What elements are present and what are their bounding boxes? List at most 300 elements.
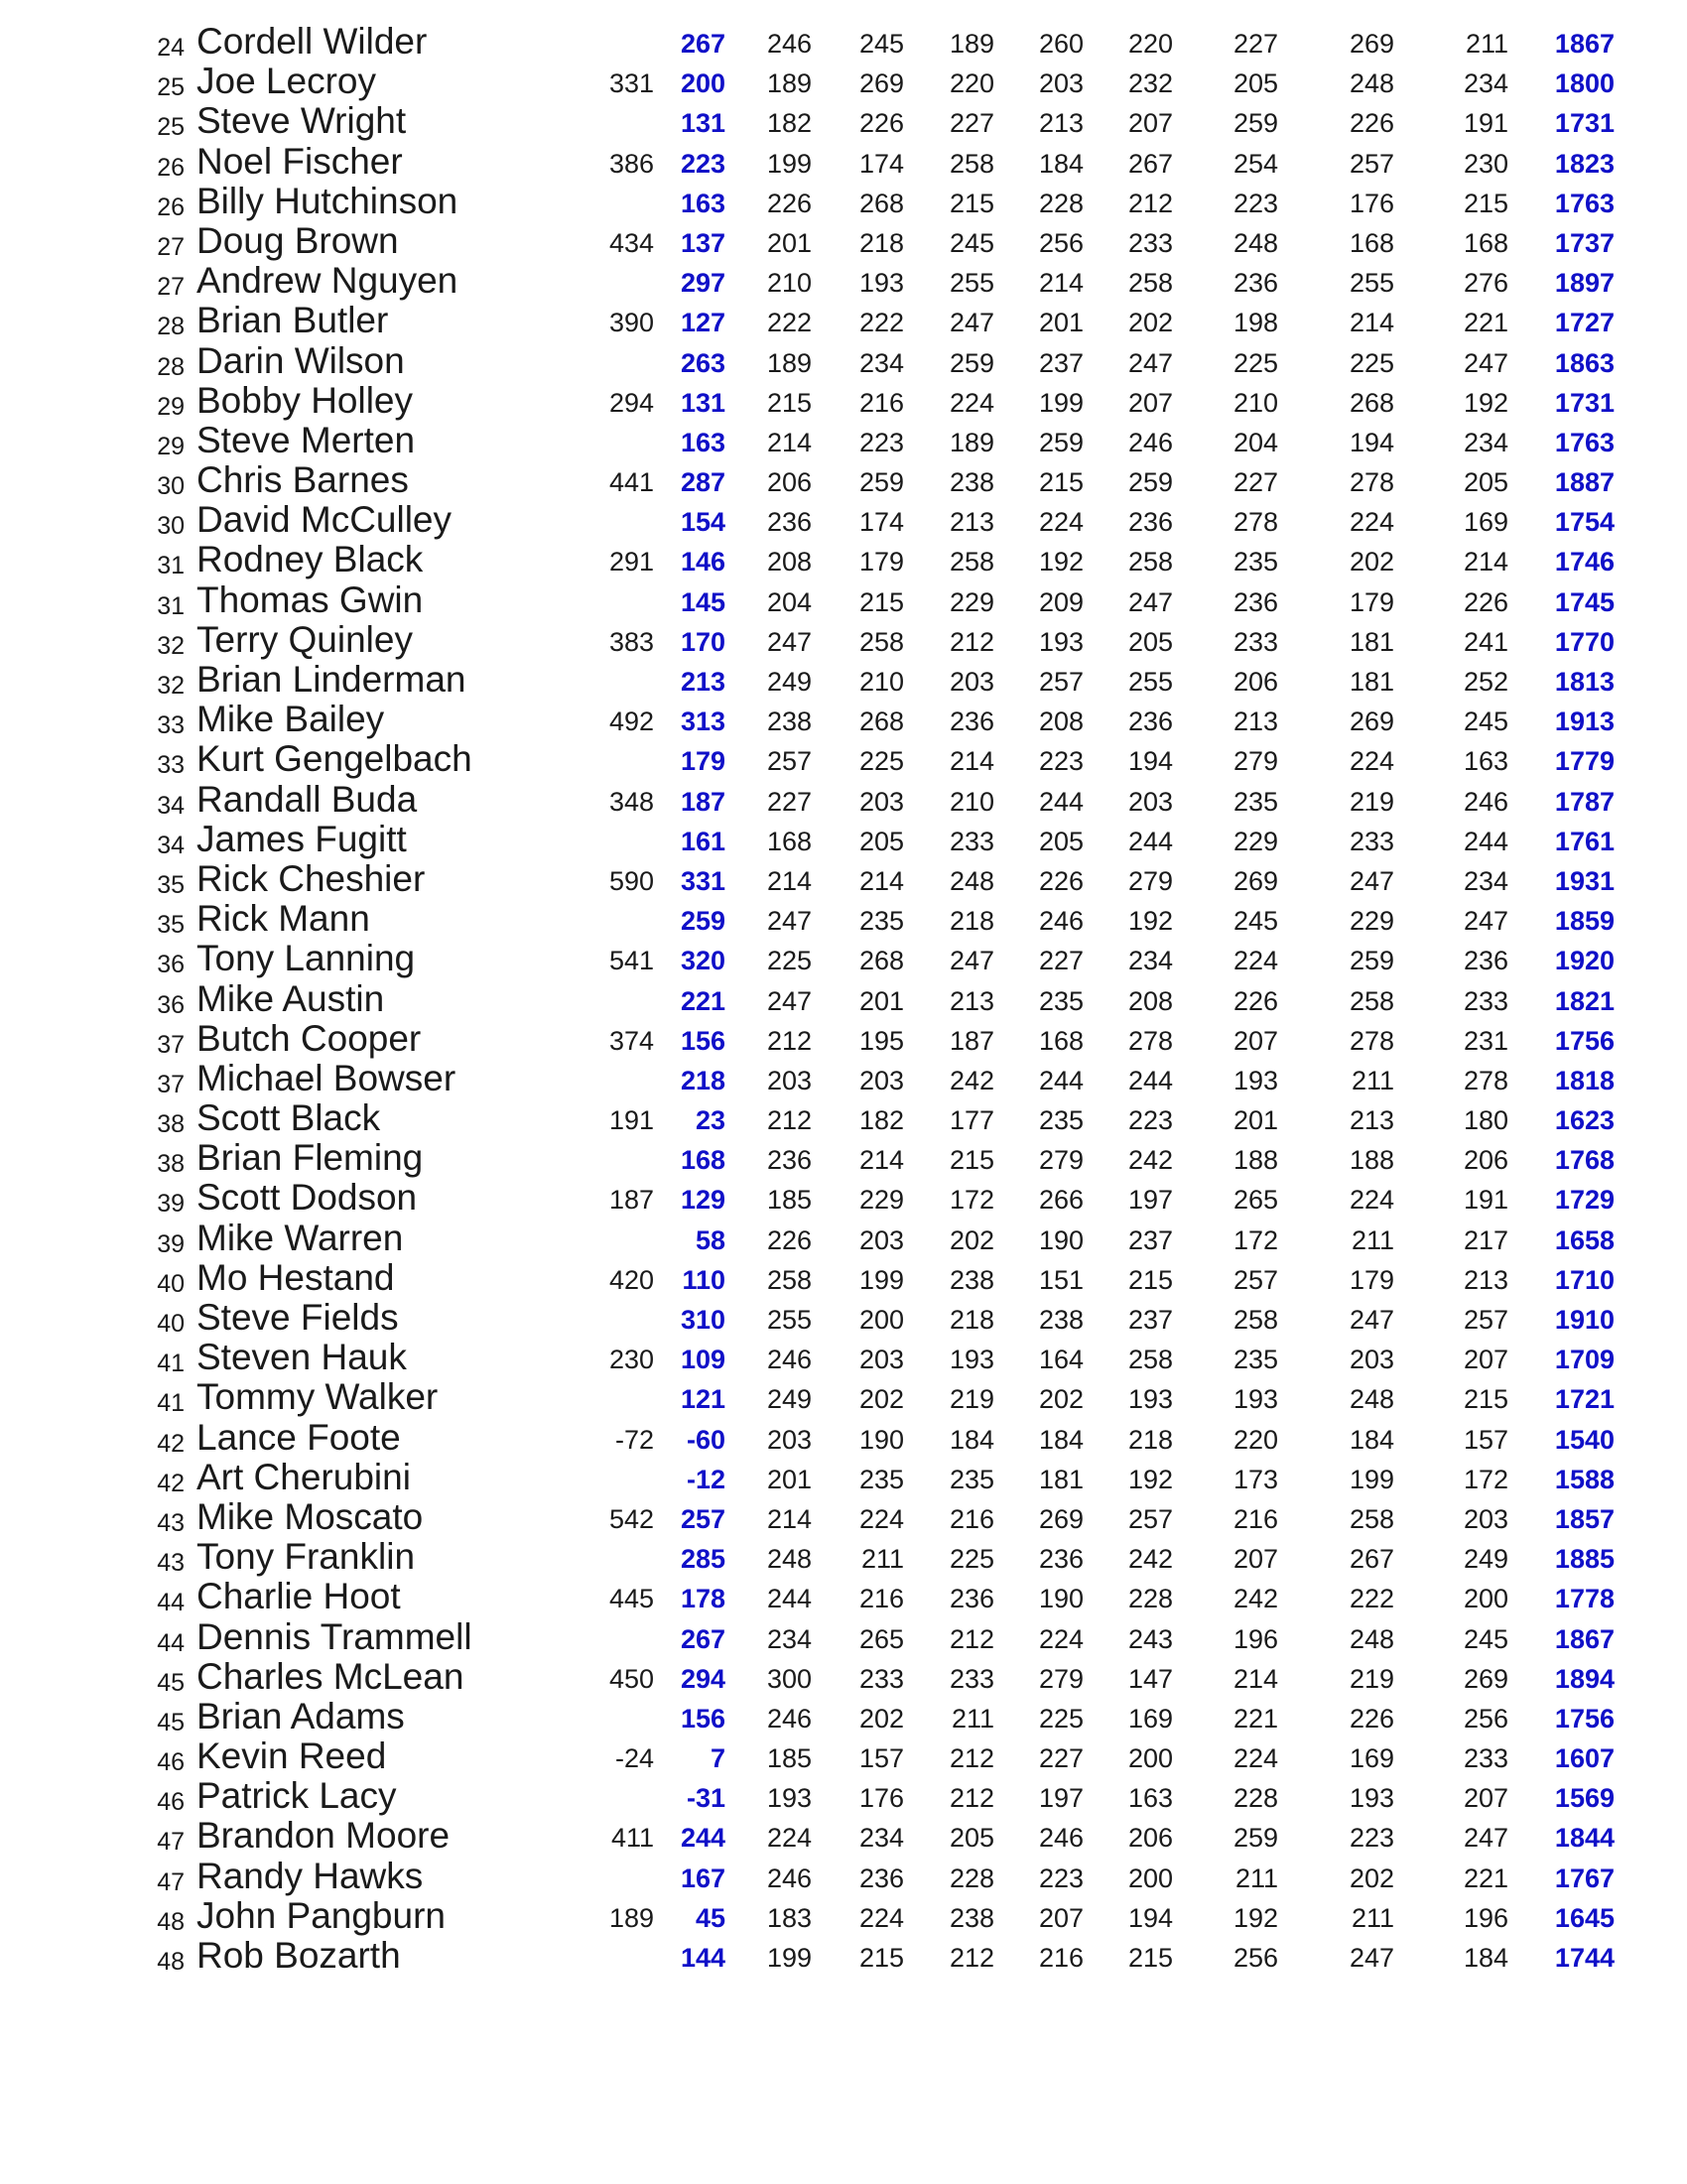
game-score-cell: 225: [949, 1544, 994, 1575]
table-row: [0, 659, 1687, 702]
table-row: [0, 738, 1687, 781]
game-score-cell: 258: [1349, 985, 1394, 1016]
game-score-cell: 244: [1463, 826, 1508, 856]
game-score-cell: 244: [1127, 1065, 1173, 1095]
game-score-cell: 229: [1233, 826, 1278, 856]
game-score-cell: 247: [1463, 347, 1508, 378]
game-score-cell: 211: [860, 1544, 904, 1575]
game-score-cell: 246: [1127, 427, 1173, 457]
game-score-cell: 267: [1349, 1544, 1394, 1575]
bowler-name: Rick Mann: [196, 898, 370, 940]
game-score-cell: 190: [1038, 1584, 1084, 1614]
game-score-cell: 222: [1349, 1584, 1394, 1614]
rank-cell: 39: [157, 1229, 185, 1258]
game-score-cell: 206: [1463, 1145, 1508, 1176]
bowler-name: Brian Butler: [196, 300, 389, 341]
game-score-cell: 236: [1127, 707, 1173, 737]
game-score-cell: 211: [951, 1703, 994, 1734]
game-score-cell: 233: [1463, 1743, 1508, 1774]
total-score-cell: 1746: [1554, 547, 1615, 578]
game-score-cell: 227: [949, 108, 994, 139]
total-score-cell: 1920: [1554, 946, 1615, 976]
total-score-cell: 1800: [1554, 68, 1615, 99]
game-score-cell: 235: [1038, 1105, 1084, 1136]
table-row: [0, 1775, 1687, 1818]
bowler-name: Billy Hutchinson: [196, 180, 458, 221]
highlight-score-cell: 129: [680, 1185, 725, 1216]
game-score-cell: 245: [949, 227, 994, 258]
table-row: [0, 339, 1687, 383]
game-score-cell: 252: [1463, 667, 1508, 697]
rank-cell: 38: [157, 1150, 185, 1179]
game-score-cell: 223: [1038, 746, 1084, 777]
total-score-cell: 1763: [1554, 427, 1615, 457]
total-score-cell: 1863: [1554, 347, 1615, 378]
game-score-cell: 254: [1233, 148, 1278, 179]
game-score-cell: 225: [766, 946, 812, 976]
total-score-cell: 1727: [1554, 308, 1615, 338]
table-row: [0, 1655, 1687, 1699]
bowler-name: David McCulley: [196, 499, 453, 541]
game-score-cell: 248: [1349, 68, 1394, 99]
game-score-cell: 216: [1233, 1503, 1278, 1534]
game-score-cell: 227: [1038, 946, 1084, 976]
highlight-score-cell: 294: [680, 1663, 725, 1694]
game-score-cell: 180: [1463, 1105, 1508, 1136]
game-score-cell: 207: [1038, 1902, 1084, 1933]
game-score-cell: 269: [1463, 1663, 1508, 1694]
table-row: [0, 1735, 1687, 1778]
bowler-name: Mike Austin: [196, 977, 385, 1019]
game-score-cell: 237: [1038, 347, 1084, 378]
game-score-cell: 237: [1127, 1224, 1173, 1255]
total-score-cell: 1821: [1554, 985, 1615, 1016]
game-score-cell: 203: [766, 1065, 812, 1095]
game-score-cell: 211: [1234, 1863, 1278, 1893]
highlight-score-cell: -60: [686, 1424, 725, 1455]
game-score-cell: 243: [1127, 1623, 1173, 1654]
game-score-cell: 230: [1463, 148, 1508, 179]
game-score-cell: 267: [1127, 148, 1173, 179]
game-score-cell: 190: [858, 1424, 904, 1455]
game-score-cell: 236: [1463, 946, 1508, 976]
total-score-cell: 1867: [1554, 29, 1615, 59]
rank-cell: 36: [157, 951, 185, 979]
table-row: [0, 260, 1687, 303]
game-score-cell: 220: [1233, 1424, 1278, 1455]
game-score-cell: 216: [858, 387, 904, 418]
game-score-cell: 212: [766, 1025, 812, 1056]
game-score-cell: 255: [1127, 667, 1173, 697]
game-score-cell: 201: [1233, 1105, 1278, 1136]
game-score-cell: 199: [766, 148, 812, 179]
game-score-cell: 259: [949, 347, 994, 378]
team-score-cell: 187: [608, 1185, 654, 1216]
game-score-cell: 258: [949, 547, 994, 578]
bowler-name: Rob Bozarth: [196, 1935, 401, 1976]
game-score-cell: 215: [1038, 467, 1084, 498]
game-score-cell: 169: [1127, 1703, 1173, 1734]
game-score-cell: 269: [858, 68, 904, 99]
rank-cell: 35: [157, 911, 185, 940]
game-score-cell: 234: [858, 347, 904, 378]
highlight-score-cell: 200: [680, 68, 725, 99]
game-score-cell: 214: [766, 865, 812, 896]
game-score-cell: 226: [766, 1224, 812, 1255]
rank-cell: 31: [157, 552, 185, 580]
game-score-cell: 205: [1463, 467, 1508, 498]
game-score-cell: 187: [949, 1025, 994, 1056]
total-score-cell: 1761: [1554, 826, 1615, 856]
game-score-cell: 214: [949, 746, 994, 777]
game-score-cell: 248: [1349, 1623, 1394, 1654]
game-score-cell: 179: [1349, 586, 1394, 617]
game-score-cell: 223: [858, 427, 904, 457]
rank-cell: 48: [157, 1907, 185, 1936]
game-score-cell: 208: [1038, 707, 1084, 737]
game-score-cell: 224: [1038, 507, 1084, 538]
table-row: [0, 61, 1687, 103]
bowler-name: Art Cherubini: [196, 1456, 411, 1497]
game-score-cell: 242: [949, 1065, 994, 1095]
game-score-cell: 202: [1349, 1863, 1394, 1893]
game-score-cell: 202: [1127, 308, 1173, 338]
game-score-cell: 214: [858, 865, 904, 896]
game-score-cell: 198: [1233, 308, 1278, 338]
game-score-cell: 194: [1127, 1902, 1173, 1933]
team-score-cell: 420: [608, 1264, 654, 1295]
game-score-cell: 204: [1233, 427, 1278, 457]
game-score-cell: 218: [858, 227, 904, 258]
game-score-cell: 228: [1038, 188, 1084, 218]
bowler-name: Steve Merten: [196, 419, 416, 460]
game-score-cell: 234: [766, 1623, 812, 1654]
highlight-score-cell: 313: [680, 707, 725, 737]
game-score-cell: 247: [949, 946, 994, 976]
game-score-cell: 234: [858, 1823, 904, 1854]
game-score-cell: 179: [1349, 1264, 1394, 1295]
game-score-cell: 245: [1233, 906, 1278, 937]
game-score-cell: 214: [1038, 268, 1084, 299]
game-score-cell: 236: [1233, 586, 1278, 617]
game-score-cell: 213: [1349, 1105, 1394, 1136]
game-score-cell: 233: [949, 1663, 994, 1694]
rank-cell: 43: [157, 1549, 185, 1578]
game-score-cell: 259: [1038, 427, 1084, 457]
game-score-cell: 188: [1233, 1145, 1278, 1176]
total-score-cell: 1756: [1554, 1025, 1615, 1056]
game-score-cell: 248: [1233, 227, 1278, 258]
game-score-cell: 219: [1349, 1663, 1394, 1694]
game-score-cell: 212: [949, 1743, 994, 1774]
game-score-cell: 224: [766, 1823, 812, 1854]
game-score-cell: 235: [858, 1464, 904, 1494]
game-score-cell: 247: [766, 985, 812, 1016]
total-score-cell: 1897: [1554, 268, 1615, 299]
game-score-cell: 258: [858, 626, 904, 657]
table-row: [0, 1456, 1687, 1499]
bowler-name: John Pangburn: [196, 1894, 446, 1936]
game-score-cell: 184: [949, 1424, 994, 1455]
rank-cell: 47: [157, 1828, 185, 1857]
game-score-cell: 279: [1038, 1145, 1084, 1176]
table-row: [0, 180, 1687, 223]
game-score-cell: 247: [1127, 347, 1173, 378]
game-score-cell: 205: [1038, 826, 1084, 856]
game-score-cell: 214: [1463, 547, 1508, 578]
highlight-score-cell: 297: [680, 268, 725, 299]
game-score-cell: 222: [858, 308, 904, 338]
table-row: [0, 778, 1687, 822]
game-score-cell: 223: [1349, 1823, 1394, 1854]
rank-cell: 45: [157, 1668, 185, 1697]
rank-cell: 38: [157, 1110, 185, 1139]
table-row: [0, 1297, 1687, 1340]
total-score-cell: 1859: [1554, 906, 1615, 937]
table-row: [0, 1137, 1687, 1180]
game-score-cell: 248: [949, 865, 994, 896]
game-score-cell: 220: [1127, 29, 1173, 59]
game-score-cell: 249: [766, 667, 812, 697]
team-score-cell: 542: [608, 1503, 654, 1534]
game-score-cell: 195: [858, 1025, 904, 1056]
total-score-cell: 1709: [1554, 1345, 1615, 1375]
game-score-cell: 169: [1463, 507, 1508, 538]
rank-cell: 34: [157, 791, 185, 820]
game-score-cell: 260: [1038, 29, 1084, 59]
game-score-cell: 224: [858, 1902, 904, 1933]
table-row: [0, 1256, 1687, 1300]
total-score-cell: 1813: [1554, 667, 1615, 697]
game-score-cell: 203: [858, 786, 904, 817]
rank-cell: 46: [157, 1788, 185, 1817]
rank-cell: 45: [157, 1708, 185, 1736]
rank-cell: 25: [157, 113, 185, 142]
game-score-cell: 238: [949, 467, 994, 498]
highlight-score-cell: 156: [680, 1025, 725, 1056]
team-score-cell: 590: [608, 865, 654, 896]
game-score-cell: 203: [858, 1345, 904, 1375]
team-score-cell: 294: [608, 387, 654, 418]
game-score-cell: 214: [1233, 1663, 1278, 1694]
game-score-cell: 203: [1127, 786, 1173, 817]
total-score-cell: 1645: [1554, 1902, 1615, 1933]
game-score-cell: 246: [1038, 1823, 1084, 1854]
team-score-cell: 291: [608, 547, 654, 578]
bowler-name: Darin Wilson: [196, 339, 405, 381]
game-score-cell: 234: [1463, 427, 1508, 457]
game-score-cell: 257: [1233, 1264, 1278, 1295]
game-score-cell: 215: [1463, 188, 1508, 218]
highlight-score-cell: 7: [710, 1743, 725, 1774]
game-score-cell: 236: [766, 507, 812, 538]
game-score-cell: 228: [1127, 1584, 1173, 1614]
game-score-cell: 258: [766, 1264, 812, 1295]
game-score-cell: 182: [858, 1105, 904, 1136]
rank-cell: 25: [157, 73, 185, 102]
game-score-cell: 234: [1463, 865, 1508, 896]
game-score-cell: 216: [1038, 1943, 1084, 1973]
game-score-cell: 218: [1127, 1424, 1173, 1455]
game-score-cell: 241: [1463, 626, 1508, 657]
game-score-cell: 212: [949, 1783, 994, 1814]
rank-cell: 28: [157, 352, 185, 381]
game-score-cell: 223: [1233, 188, 1278, 218]
total-score-cell: 1710: [1554, 1264, 1615, 1295]
game-score-cell: 245: [858, 29, 904, 59]
game-score-cell: 246: [1038, 906, 1084, 937]
table-row: [0, 1217, 1687, 1260]
game-score-cell: 193: [1349, 1783, 1394, 1814]
total-score-cell: 1731: [1554, 108, 1615, 139]
game-score-cell: 157: [1463, 1424, 1508, 1455]
game-score-cell: 236: [766, 1145, 812, 1176]
game-score-cell: 216: [858, 1584, 904, 1614]
highlight-score-cell: -12: [686, 1464, 725, 1494]
game-score-cell: 203: [1038, 68, 1084, 99]
table-row: [0, 1057, 1687, 1100]
total-score-cell: 1767: [1554, 1863, 1615, 1893]
game-score-cell: 244: [1038, 786, 1084, 817]
table-row: [0, 699, 1687, 741]
total-score-cell: 1779: [1554, 746, 1615, 777]
game-score-cell: 242: [1127, 1145, 1173, 1176]
highlight-score-cell: -31: [686, 1783, 725, 1814]
table-row: [0, 938, 1687, 980]
game-score-cell: 214: [858, 1145, 904, 1176]
rank-cell: 28: [157, 313, 185, 341]
game-score-cell: 192: [1463, 387, 1508, 418]
game-score-cell: 265: [1233, 1185, 1278, 1216]
table-row: [0, 1855, 1687, 1898]
game-score-cell: 244: [1127, 826, 1173, 856]
game-score-cell: 226: [1349, 108, 1394, 139]
bowler-name: Chris Barnes: [196, 459, 409, 501]
table-row: [0, 1576, 1687, 1618]
game-score-cell: 259: [1349, 946, 1394, 976]
bowler-name: Bobby Holley: [196, 379, 414, 421]
game-score-cell: 211: [1351, 1902, 1394, 1933]
table-row: [0, 1495, 1687, 1539]
bowler-name: Kurt Gengelbach: [196, 738, 472, 780]
game-score-cell: 229: [1349, 906, 1394, 937]
highlight-score-cell: 263: [680, 347, 725, 378]
bowler-name: Doug Brown: [196, 219, 399, 261]
bowler-name: Mo Hestand: [196, 1256, 395, 1298]
game-score-cell: 189: [766, 68, 812, 99]
rank-cell: 26: [157, 193, 185, 221]
highlight-score-cell: 167: [680, 1863, 725, 1893]
rank-cell: 27: [157, 232, 185, 261]
table-row: [0, 1097, 1687, 1140]
game-score-cell: 214: [766, 427, 812, 457]
bowler-name: Thomas Gwin: [196, 578, 424, 620]
highlight-score-cell: 109: [680, 1345, 725, 1375]
game-score-cell: 249: [766, 1384, 812, 1415]
game-score-cell: 151: [1038, 1264, 1084, 1295]
rank-cell: 30: [157, 512, 185, 541]
game-score-cell: 228: [1233, 1783, 1278, 1814]
game-score-cell: 213: [949, 507, 994, 538]
game-score-cell: 213: [949, 985, 994, 1016]
game-score-cell: 238: [949, 1902, 994, 1933]
table-row: [0, 1695, 1687, 1738]
rank-cell: 24: [157, 34, 185, 62]
bowler-name: Tommy Walker: [196, 1376, 439, 1418]
rank-cell: 37: [157, 1070, 185, 1098]
table-row: [0, 1536, 1687, 1579]
game-score-cell: 231: [1463, 1025, 1508, 1056]
game-score-cell: 209: [1038, 586, 1084, 617]
game-score-cell: 207: [1463, 1345, 1508, 1375]
table-row: [0, 219, 1687, 263]
team-score-cell: 390: [608, 308, 654, 338]
game-score-cell: 174: [858, 148, 904, 179]
game-score-cell: 172: [1233, 1224, 1278, 1255]
game-score-cell: 200: [858, 1305, 904, 1335]
table-row: [0, 539, 1687, 581]
rank-cell: 44: [157, 1628, 185, 1657]
highlight-score-cell: 223: [680, 148, 725, 179]
game-score-cell: 244: [1038, 1065, 1084, 1095]
total-score-cell: 1658: [1554, 1224, 1615, 1255]
game-score-cell: 268: [858, 188, 904, 218]
team-score-cell: 541: [608, 946, 654, 976]
game-score-cell: 224: [1038, 1623, 1084, 1654]
game-score-cell: 276: [1463, 268, 1508, 299]
game-score-cell: 192: [1127, 1464, 1173, 1494]
game-score-cell: 259: [858, 467, 904, 498]
game-score-cell: 181: [1349, 626, 1394, 657]
game-score-cell: 235: [949, 1464, 994, 1494]
game-score-cell: 177: [949, 1105, 994, 1136]
bowler-name: Mike Warren: [196, 1217, 404, 1258]
rank-cell: 41: [157, 1349, 185, 1378]
team-score-cell: 434: [608, 227, 654, 258]
game-score-cell: 210: [766, 268, 812, 299]
highlight-score-cell: 137: [680, 227, 725, 258]
game-score-cell: 234: [1127, 946, 1173, 976]
game-score-cell: 207: [1233, 1544, 1278, 1575]
game-score-cell: 210: [949, 786, 994, 817]
table-row: [0, 300, 1687, 342]
game-score-cell: 258: [1127, 1345, 1173, 1375]
table-row: [0, 1416, 1687, 1460]
game-score-cell: 215: [858, 1943, 904, 1973]
total-score-cell: 1569: [1554, 1783, 1615, 1814]
game-score-cell: 255: [766, 1305, 812, 1335]
game-score-cell: 202: [1038, 1384, 1084, 1415]
game-score-cell: 265: [858, 1623, 904, 1654]
game-score-cell: 212: [949, 626, 994, 657]
game-score-cell: 216: [949, 1503, 994, 1534]
total-score-cell: 1607: [1554, 1743, 1615, 1774]
rank-cell: 31: [157, 591, 185, 620]
game-score-cell: 247: [1349, 1943, 1394, 1973]
total-score-cell: 1623: [1554, 1105, 1615, 1136]
bowler-name: Charlie Hoot: [196, 1576, 401, 1617]
game-score-cell: 202: [1349, 547, 1394, 578]
game-score-cell: 258: [1127, 547, 1173, 578]
game-score-cell: 233: [1463, 985, 1508, 1016]
game-score-cell: 248: [1349, 1384, 1394, 1415]
team-score-cell: 348: [608, 786, 654, 817]
game-score-cell: 199: [858, 1264, 904, 1295]
game-score-cell: 193: [858, 268, 904, 299]
rank-cell: 26: [157, 153, 185, 182]
game-score-cell: 201: [766, 1464, 812, 1494]
total-score-cell: 1823: [1554, 148, 1615, 179]
